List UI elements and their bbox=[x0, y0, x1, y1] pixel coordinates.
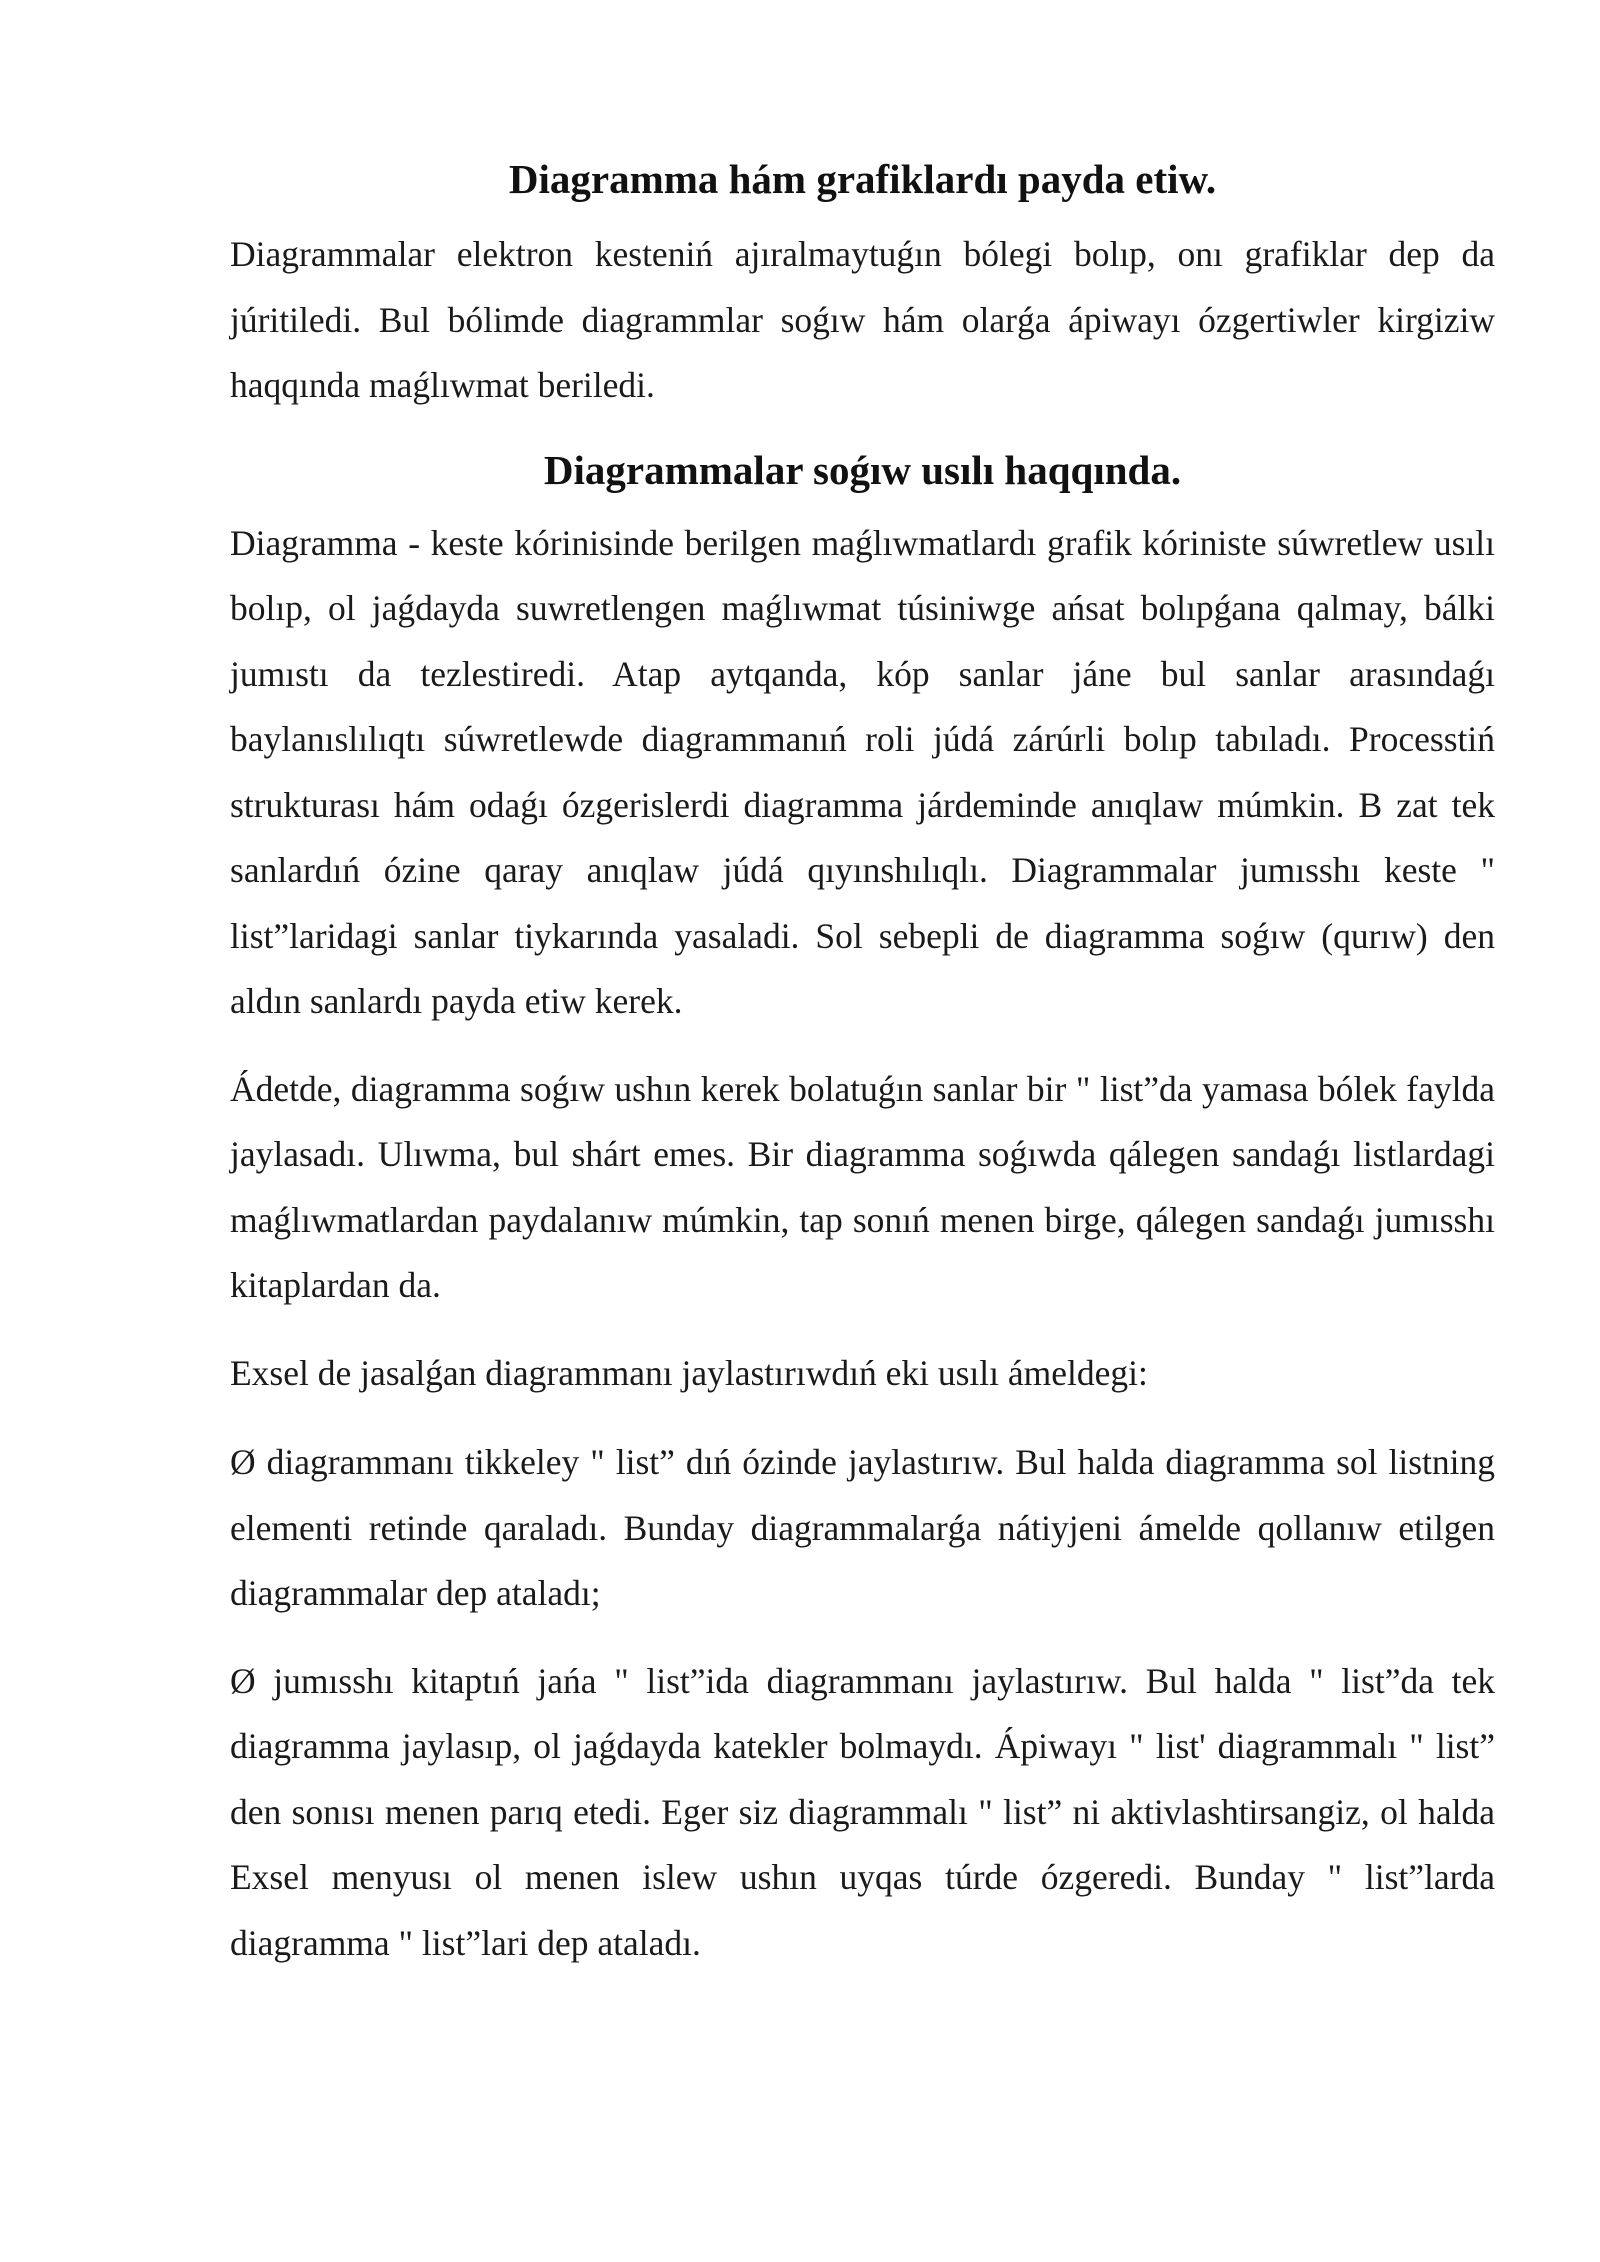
section-heading: Diagrammalar soǵıw usılı haqqında. bbox=[543, 446, 1182, 493]
list-item-embedded-chart: Ø diagrammanı tikkeley " list” dıń ózinde jaylastırıw. Bul halda diagramma sol listning elementi retinde qaraladı. Bunday diagrammalarǵa nátiyjeni ámelde qollanıw etilgen diagrammalar dep ataladı; bbox=[230, 1442, 1495, 1613]
list-item-chart-sheet: Ø jumısshı kitaptıń jańa " list”ida diagrammanı jaylastırıw. Bul halda " list”da tek diagramma jaylasıp, ol jaǵdayda katekler bolmaydı. Ápiwayı " list' diagrammalı " list” den sonısı menen parıq etedi. Eger siz diagrammalı " list” ni aktivlashtirsangiz, ol halda Exsel menyusı ol menen islew ushın uyqas túrde ózgeredi. Bunday " list”larda diagramma " list”lari dep ataladı. bbox=[230, 1660, 1495, 1963]
paragraph-definition: Diagramma - keste kórinisinde berilgen maǵlıwmatlardı grafik kóriniste súwretlew usılı bolıp, ol jaǵdayda suwretlengen maǵlıwmat túsiniwge ańsat bolıpǵana qalmay, bálki jumıstı da tezlestiredi. Atap aytqanda, kóp sanlar jáne bul sanlar arasındaǵı baylanıslılıqtı súwretlewde diagrammanıń roli júdá zárúrli bolıp tabıladı. Processtiń strukturası hám odaǵı ózgerislerdi diagramma járdeminde anıqlaw múmkin. B zat tek sanlardıń ózine qaray anıqlaw júdá qıyınshılıqlı. Diagrammalar jumısshı keste " list”laridagi sanlar tiykarında yasaladi. Sol sebepli de diagramma soǵıw (qurıw) den aldın sanlardı payda etiw kerek. bbox=[230, 522, 1495, 1021]
intro-paragraph: Diagrammalar elektron kesteniń ajıralmaytuǵın bólegi bolıp, onı grafiklar dep da júritiledi. Bul bólimde diagrammlar soǵıw hám olarǵa ápiwayı ózgertiwler kirgiziw haqqında maǵlıwmat beriledi. bbox=[230, 234, 1495, 405]
document-page bbox=[230, 150, 1495, 1998]
paragraph-placement-methods: Exsel de jasalǵan diagrammanı jaylastırıwdıń eki usılı ámeldegi: bbox=[230, 1352, 1148, 1393]
document-title: Diagramma hám grafiklardı payda etiw. bbox=[508, 156, 1217, 202]
paragraph-data-location: Ádetde, diagramma soǵıw ushın kerek bolatuǵın sanlar bir " list”da yamasa bólek faylda jaylasadı. Ulıwma, bul shárt emes. Bir diagramma soǵıwda qálegen sandaǵı listlardagi maǵlıwmatlardan paydalanıw múmkin, tap sonıń menen birge, qálegen sandaǵı jumısshı kitaplardan da. bbox=[230, 1068, 1495, 1305]
